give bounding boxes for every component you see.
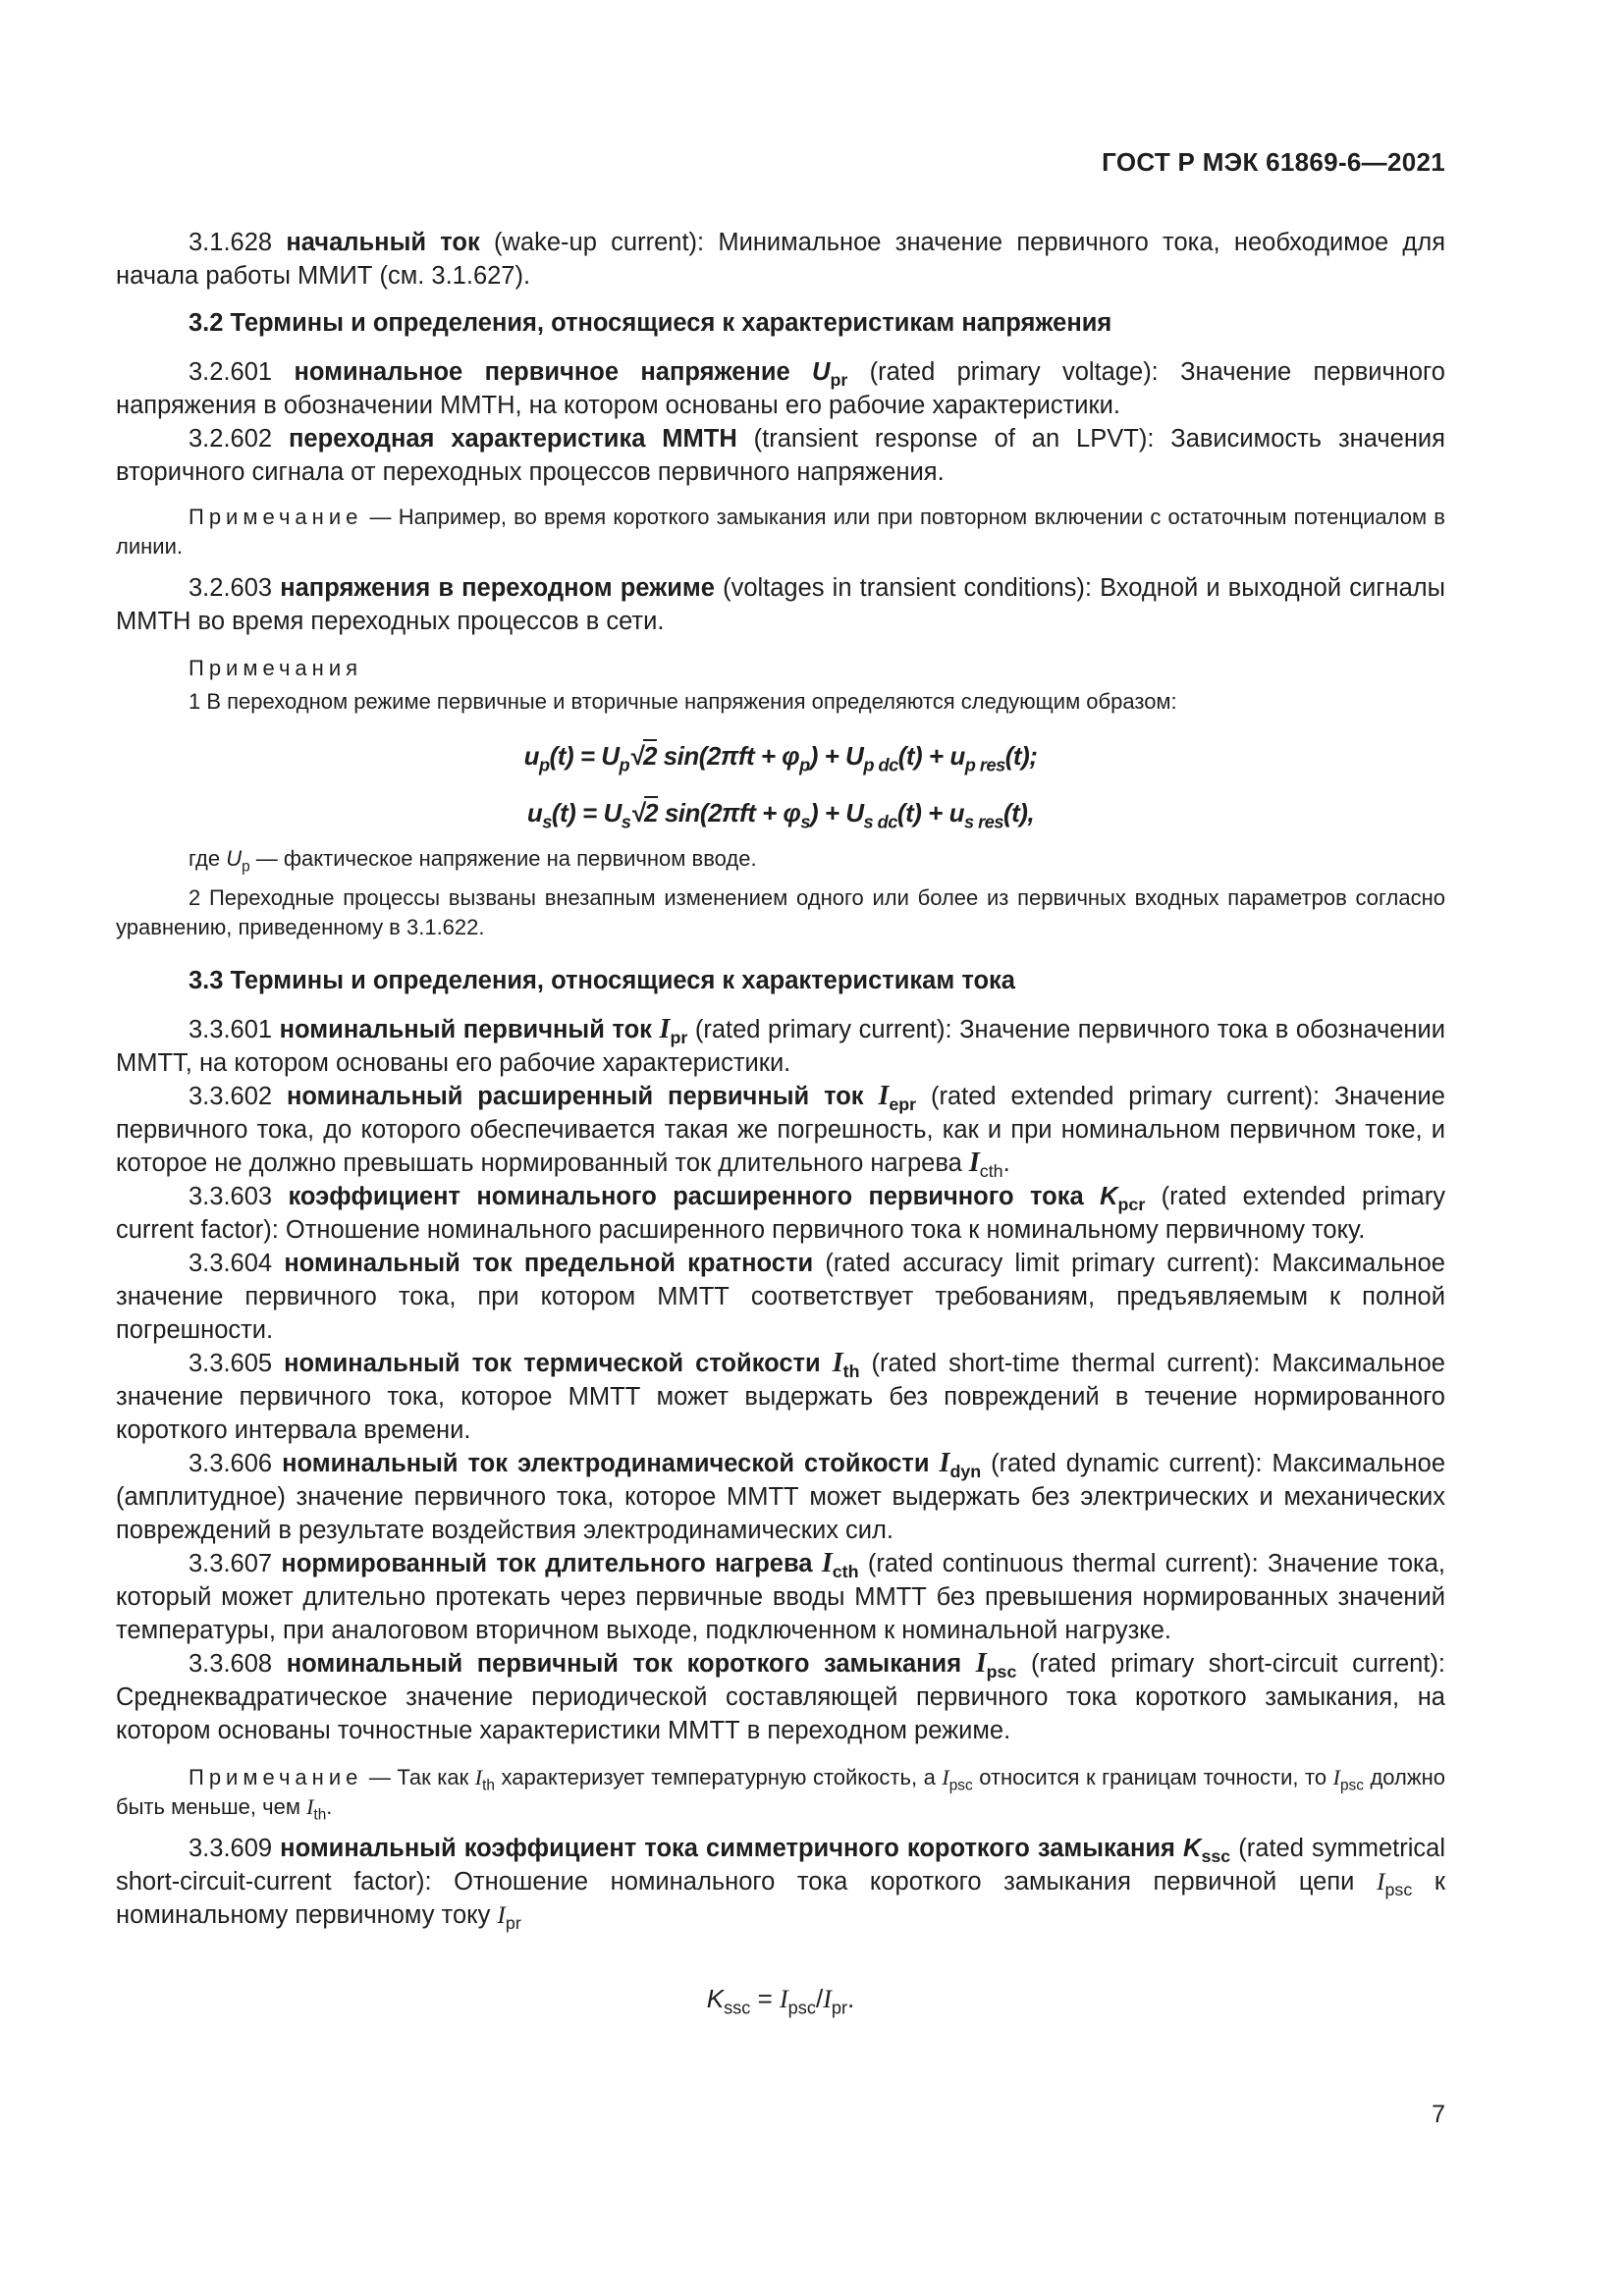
definition: (rated primary short-circuit current): Среднеквадратическое значение периодической составляющей первичного тока короткого замыкания, на котором основаны точностные характеристики ММТТ в переходном режиме. xyxy=(116,1650,1446,1744)
clause-number: 3.3.602 xyxy=(189,1083,273,1110)
term: номинальный коэффициент тока симметричного короткого замыкания xyxy=(280,1835,1175,1862)
punct: . xyxy=(1002,1149,1010,1177)
note-2: 2 Переходные процессы вызваны внезапным изменением одного или более из первичных входных параметров согласно уравнению, приведенному в 3.1.622. xyxy=(116,885,1445,939)
section-3-2-title: 3.2 Термины и определения, относящиеся к характеристикам напряжения xyxy=(189,309,1112,337)
clause-number: 3.2.601 xyxy=(189,358,273,386)
term: номинальный ток электродинамической стойкости xyxy=(282,1450,930,1477)
clause-3-2-602 xyxy=(116,422,1445,489)
term: начальный ток xyxy=(286,229,480,256)
term: номинальный расширенный первичный ток xyxy=(286,1083,864,1110)
term: переходная характеристика ММТН xyxy=(288,425,737,453)
term: нормированный ток длительного нагрева xyxy=(281,1550,813,1577)
note-3-3-608: Примечание — Так как $I_{th}$ характеризует температурную стойкость, а $I_{psc}$ относится к границам точности, то $I_{psc}$ должно быть меньше, чем $I_{th}$. xyxy=(116,1765,1445,1824)
symbol-subscript: cth xyxy=(979,1161,1003,1182)
definition: (rated dynamic current): Максимальное (амплитудное) значение первичного тока, которое ММТТ может выдержать без электрических и механических повреждений в результате воздействия электродинамических сил. xyxy=(116,1450,1445,1544)
note-label: Примечание xyxy=(189,505,363,529)
definition: (rated continuous thermal current): Значение тока, который может длительно протекать через первичные вводы ММТТ без превышения нормированных значений температуры, при аналоговом вторичном выходе, подключенном к номинальной нагрузке. xyxy=(116,1550,1445,1644)
symbol: I xyxy=(968,1148,980,1178)
note-1-where: где $U_p$ — фактическое напряжение на первичном вводе. xyxy=(189,846,757,876)
term-symbol: $I_{dyn}$ xyxy=(939,1448,982,1482)
clause-number: 3.3.604 xyxy=(189,1250,273,1277)
section-3-3-title: 3.3 Термины и определения, относящиеся к характеристикам тока xyxy=(189,967,1015,994)
term: номинальный первичный ток xyxy=(279,1016,652,1043)
clause-number: 3.3.605 xyxy=(189,1350,273,1377)
note-text: — Например, во время короткого замыкания или при повторном включении с остаточным потенциалом в линии. xyxy=(116,505,1445,559)
clause-3-3-602 xyxy=(116,1080,1445,1180)
note-3-2-602 xyxy=(116,503,1445,561)
page-number: 7 xyxy=(1432,2101,1445,2128)
clause-3-3-607 xyxy=(116,1547,1445,1647)
clause-number: 3.2.603 xyxy=(189,574,273,602)
clause-3-3-604 xyxy=(116,1247,1445,1347)
clause-3-3-605 xyxy=(116,1347,1445,1447)
definition: (rated primary current): Значение первичного тока в обозначении ММТТ, на котором основаны его рабочие характеристики. xyxy=(116,1016,1445,1077)
formula-primary-voltage: $u_p(t) = U_p√2$ $\sin(2\pi ft + \varphi_p) + U_{p dc}(t) + u_{p res}(t)$; xyxy=(523,741,1038,775)
definition: (rated extended primary current): Значение первичного тока, до которого обеспечивается такая же погрешность, как и при номинальном первичном токе, и которое не должно превышать нормированный ток длительного нагрева xyxy=(116,1083,1445,1177)
term: номинальный ток термической стойкости xyxy=(284,1350,821,1377)
term: коэффициент номинального расширенного первичного тока xyxy=(288,1183,1084,1210)
note-1: 1 В переходном режиме первичные и вторичные напряжения определяются следующим образом: xyxy=(189,689,1177,714)
notes-label: Примечания xyxy=(189,656,363,680)
clause-3-2-603 xyxy=(116,571,1445,638)
definition: (rated accuracy limit primary current): Максимальное значение первичного тока, при котором ММТТ соответствует требованиям, предъявляемым к полной погрешности. xyxy=(116,1250,1445,1344)
clause-3-3-609: 3.3.609 номинальный коэффициент тока симметричного короткого замыкания $K_{ssc}$ (rated symmetrical short-circuit-current factor): Отношение номинального тока короткого замыкания первичной цепи $I_{psc}$ к номинальному первичному току $I_{pr}$ xyxy=(116,1835,1445,1934)
term-symbol: $I_{epr}$ xyxy=(878,1081,917,1115)
clause-number: 3.3.603 xyxy=(189,1183,273,1210)
clause-3-3-601 xyxy=(116,1013,1445,1080)
term-symbol: $K_{pcr}$ xyxy=(1100,1183,1146,1215)
term: напряжения в переходном режиме xyxy=(280,574,715,602)
clause-number: 3.3.608 xyxy=(189,1650,273,1678)
definition: (voltages in transient conditions): Входной и выходной сигналы ММТН во время переходных процессов в сети. xyxy=(116,574,1445,635)
clause-3-2-601 xyxy=(116,355,1445,422)
definition: (transient response of an LPVT): Зависимость значения вторичного сигнала от переходных процессов первичного напряжения. xyxy=(116,425,1445,486)
term: номинальный первичный ток короткого замыкания xyxy=(286,1650,962,1678)
clause-3-1-628 xyxy=(116,226,1445,293)
term-symbol: $I_{pr}$ xyxy=(659,1014,688,1048)
definition: (rated short-time thermal current): Максимальное значение первичного тока, которое ММТТ может выдержать без повреждений в течение нормированного короткого интервала времени. xyxy=(116,1350,1445,1444)
clause-number: 3.3.609 xyxy=(189,1835,273,1862)
term: номинальный ток предельной кратности xyxy=(284,1250,814,1277)
term: номинальное первичное напряжение xyxy=(294,358,790,386)
definition: (rated extended primary current factor): Отношение номинального расширенного первичного тока к номинальному первичному току. xyxy=(116,1183,1445,1244)
clause-number: 3.3.606 xyxy=(189,1450,273,1477)
term-symbol: $I_{psc}$ xyxy=(975,1648,1017,1682)
clause-3-3-603 xyxy=(116,1180,1445,1247)
clause-3-3-606 xyxy=(116,1447,1445,1547)
formula-secondary-voltage: $u_s(t) = U_s√2$ $\sin(2\pi ft + \varphi_s) + U_{s dc}(t) + u_{s res}(t)$, xyxy=(526,798,1035,832)
clause-3-3-608 xyxy=(116,1647,1445,1747)
clause-number: 3.3.601 xyxy=(189,1016,273,1043)
clause-number: 3.1.628 xyxy=(189,229,273,256)
page-content xyxy=(116,226,1445,2019)
term-symbol: $K_{ssc}$ xyxy=(1183,1835,1231,1867)
clause-number: 3.3.607 xyxy=(189,1550,273,1577)
standard-header: ГОСТ Р МЭК 61869-6—2021 xyxy=(1102,147,1445,177)
formula-kssc: $K_{ssc} = I_{psc}/I_{pr}$. xyxy=(706,1984,855,2018)
note-label: Примечание xyxy=(189,1765,363,1789)
definition: (wake-up current): Минимальное значение первичного тока, необходимое для начала работы ММИТ (см. 3.1.627). xyxy=(116,229,1446,290)
term-symbol: $U_{pr}$ xyxy=(812,358,848,391)
clause-number: 3.2.602 xyxy=(189,425,273,453)
term-symbol: $I_{cth}$ xyxy=(821,1548,859,1582)
definition: (rated primary voltage): Значение первичного напряжения в обозначении ММТН, на котором основаны его рабочие характеристики. xyxy=(116,358,1445,419)
term-symbol: $I_{th}$ xyxy=(832,1348,860,1382)
